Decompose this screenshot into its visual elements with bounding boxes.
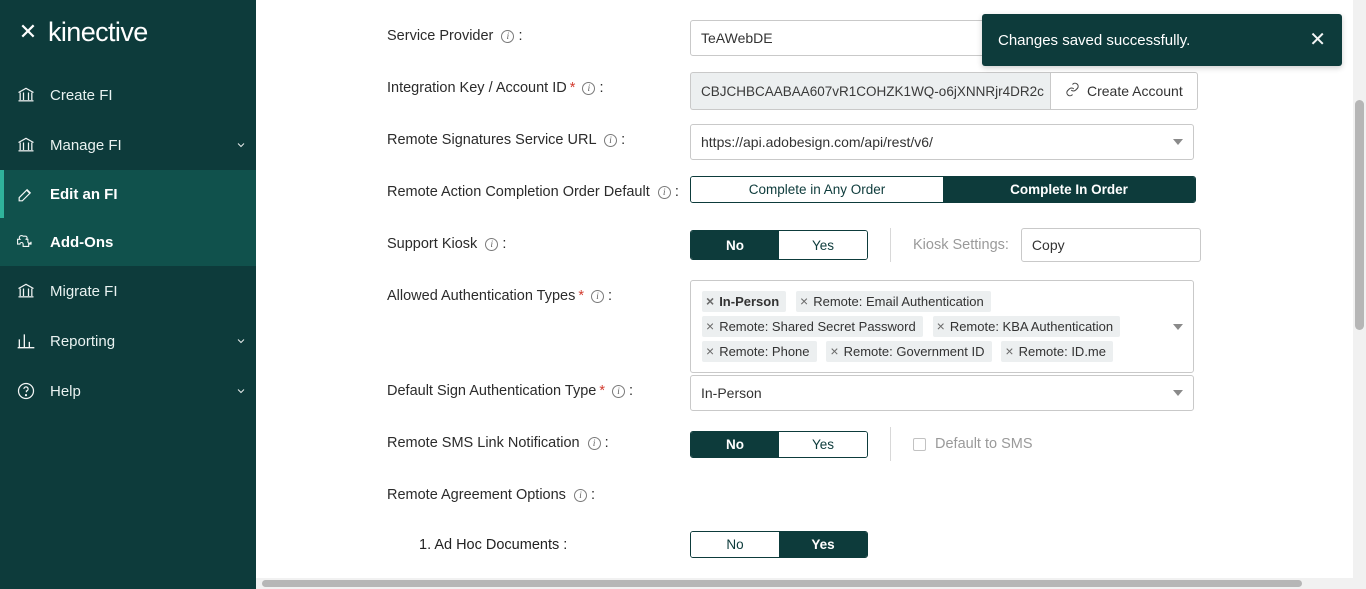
field-label	[256, 477, 690, 505]
default-to-sms-checkbox-row[interactable]	[913, 436, 1033, 452]
field-control	[690, 477, 1346, 479]
toast-message: Changes saved successfully.	[998, 31, 1191, 49]
chip	[796, 291, 991, 312]
scrollbar-thumb[interactable]	[262, 580, 1302, 587]
label-colon: :	[629, 383, 634, 399]
scrollbar-thumb[interactable]	[1355, 100, 1364, 330]
info-icon[interactable]: i	[658, 186, 671, 199]
chevron-down-icon	[1173, 139, 1183, 145]
option-complete-in-order[interactable]: Complete In Order	[943, 177, 1195, 202]
label-text: Service Provider	[387, 28, 494, 44]
field-label	[256, 70, 690, 98]
chip	[702, 291, 786, 312]
chip	[702, 341, 817, 362]
chip	[702, 316, 923, 337]
vertical-scrollbar[interactable]	[1353, 0, 1366, 578]
allowed-auth-types-multiselect[interactable]	[690, 280, 1194, 373]
remote-signatures-url-select[interactable]	[690, 124, 1194, 160]
scrollbar-corner	[1353, 578, 1366, 589]
field-label	[256, 373, 690, 401]
field-label	[256, 18, 690, 46]
support-kiosk-toggle	[690, 230, 868, 260]
option-no[interactable]: No	[691, 231, 779, 259]
chevron-down-icon	[226, 385, 256, 397]
close-icon[interactable]: ✕	[1309, 29, 1326, 51]
option-complete-any-order[interactable]: Complete in Any Order	[691, 177, 943, 202]
label-colon: :	[621, 132, 626, 148]
checkbox-icon[interactable]	[913, 438, 926, 451]
integration-key-input[interactable]: CBJCHBCAABAA607vR1COHZK1WQ-o6jXNNRjr4DR2c	[690, 72, 1050, 110]
sidebar-item-migrate-fi[interactable]	[0, 266, 256, 316]
close-icon[interactable]: ✕	[18, 19, 38, 44]
field-control	[690, 529, 1346, 558]
label-colon: :	[502, 236, 507, 252]
sidebar-item-manage-fi[interactable]	[0, 120, 256, 170]
field-label: 1. Ad Hoc Documents :	[419, 537, 568, 553]
field-allowed-auth-types	[256, 278, 1346, 373]
chevron-down-icon	[1173, 390, 1183, 396]
chip-label: In-Person	[719, 294, 780, 309]
field-label	[256, 278, 690, 306]
support-kiosk-row	[690, 228, 1346, 262]
info-icon[interactable]: i	[604, 134, 617, 147]
selected-value: In-Person	[701, 385, 762, 401]
chip-label: Remote: KBA Authentication	[949, 319, 1114, 334]
selected-value: https://api.adobesign.com/api/rest/v6/	[701, 134, 933, 150]
chip-remove-icon[interactable]: ×	[936, 318, 945, 334]
sidebar-header	[0, 0, 256, 64]
chip-label: Remote: Government ID	[843, 344, 985, 359]
sidebar-item-label: Reporting	[50, 332, 116, 350]
label-text: Remote Signatures Service URL	[387, 132, 596, 148]
label-text: Remote SMS Link Notification	[387, 435, 580, 451]
sidebar-item-create-fi[interactable]	[0, 70, 256, 120]
brand-logo: kinective	[48, 16, 148, 47]
chip-remove-icon[interactable]: ×	[706, 293, 715, 309]
pencil-icon	[16, 182, 50, 206]
chevron-down-icon	[226, 139, 256, 151]
required-marker: *	[569, 80, 576, 96]
chevron-down-icon	[226, 335, 256, 347]
kiosk-settings-select[interactable]	[1021, 228, 1201, 262]
option-yes[interactable]: Yes	[779, 532, 867, 557]
chip-label: Remote: ID.me	[1018, 344, 1106, 359]
link-icon	[1065, 82, 1080, 100]
chip-remove-icon[interactable]: ×	[830, 343, 839, 359]
info-icon[interactable]: i	[591, 290, 604, 303]
field-control	[690, 174, 1346, 203]
create-account-label: Create Account	[1087, 83, 1183, 99]
label-text: Allowed Authentication Types	[387, 288, 576, 304]
remote-action-order-toggle	[690, 176, 1196, 203]
chip-label: Remote: Email Authentication	[813, 294, 984, 309]
chip	[1001, 341, 1113, 362]
label-colon: :	[591, 487, 596, 503]
field-control	[690, 70, 1346, 110]
chip-remove-icon[interactable]: ×	[706, 343, 715, 359]
required-marker: *	[599, 383, 605, 399]
field-remote-agreement-options	[256, 477, 1346, 529]
info-icon[interactable]: i	[501, 30, 514, 43]
info-icon[interactable]: i	[582, 82, 595, 95]
field-remote-sms	[256, 425, 1346, 477]
field-control	[690, 425, 1346, 461]
remote-sms-toggle	[690, 431, 868, 458]
sidebar-item-label: Create FI	[50, 86, 113, 104]
ad-hoc-documents-toggle	[690, 531, 868, 558]
label-text: Support Kiosk	[387, 236, 478, 252]
create-account-button[interactable]	[1050, 72, 1198, 110]
sidebar-item-add-ons[interactable]	[0, 218, 256, 266]
label-text: Integration Key / Account ID	[387, 80, 567, 96]
field-label	[256, 425, 690, 453]
label-colon: :	[518, 28, 523, 44]
info-icon[interactable]: i	[485, 238, 498, 251]
puzzle-icon	[16, 230, 50, 254]
field-label	[256, 226, 690, 254]
label-text: Default Sign Authentication Type	[387, 383, 597, 399]
required-marker: *	[578, 288, 585, 304]
chip-remove-icon[interactable]: ×	[800, 293, 809, 309]
sidebar-item-label: Manage FI	[50, 136, 122, 154]
selected-value: Copy	[1031, 237, 1065, 253]
horizontal-scrollbar[interactable]	[256, 578, 1353, 589]
toast-notification	[982, 14, 1342, 66]
sidebar-item-label: Edit an FI	[50, 185, 118, 203]
option-yes[interactable]: Yes	[779, 432, 867, 457]
field-remote-action-order	[256, 174, 1346, 226]
sidebar-item-help[interactable]	[0, 366, 256, 416]
field-control	[690, 226, 1346, 262]
field-default-sign-auth	[256, 373, 1346, 425]
chevron-down-icon[interactable]	[1173, 324, 1183, 330]
option-no[interactable]: No	[691, 432, 779, 457]
kiosk-settings-label: Kiosk Settings:	[913, 237, 1009, 253]
bar-chart-icon	[16, 329, 50, 353]
main-content	[256, 0, 1366, 589]
sidebar-item-reporting[interactable]	[0, 316, 256, 366]
divider	[890, 228, 891, 262]
bank-icon	[16, 133, 50, 157]
chip-label: Remote: Shared Secret Password	[719, 319, 916, 334]
sidebar-item-label: Migrate FI	[50, 282, 118, 300]
fi-settings-form	[256, 0, 1346, 589]
info-icon[interactable]: i	[574, 489, 587, 502]
sidebar-item-edit-an-fi[interactable]	[0, 170, 256, 218]
default-sign-auth-select[interactable]	[690, 375, 1194, 411]
sidebar-item-label: Add-Ons	[50, 233, 114, 251]
option-yes[interactable]: Yes	[779, 231, 867, 259]
label-text: Remote Action Completion Order Default	[387, 184, 650, 200]
field-label	[256, 122, 690, 150]
field-support-kiosk	[256, 226, 1346, 278]
sidebar-nav	[0, 70, 256, 416]
field-integration-key	[256, 70, 1346, 122]
chip-remove-icon[interactable]: ×	[706, 318, 715, 334]
remote-sms-row	[690, 427, 1346, 461]
info-icon[interactable]: i	[588, 437, 601, 450]
label-text: Remote Agreement Options	[387, 487, 566, 503]
integration-key-group	[690, 72, 1346, 110]
option-no[interactable]: No	[691, 532, 779, 557]
field-control	[690, 278, 1346, 373]
help-circle-icon	[16, 379, 50, 403]
field-label	[256, 174, 690, 202]
bank-icon	[16, 83, 50, 107]
chip	[826, 341, 991, 362]
bank-icon	[16, 279, 50, 303]
field-control	[690, 373, 1346, 411]
chip-remove-icon[interactable]: ×	[1005, 343, 1014, 359]
info-icon[interactable]: i	[612, 385, 625, 398]
label-colon: :	[599, 80, 604, 96]
label-colon: :	[604, 435, 609, 451]
field-remote-signatures-url	[256, 122, 1346, 174]
field-control	[690, 122, 1346, 160]
sidebar	[0, 0, 256, 589]
field-ad-hoc-documents	[256, 529, 1346, 581]
default-to-sms-label: Default to SMS	[935, 436, 1033, 452]
label-colon: :	[674, 184, 679, 200]
sidebar-item-label: Help	[50, 382, 81, 400]
chip	[933, 316, 1121, 337]
chip-label: Remote: Phone	[719, 344, 810, 359]
divider	[890, 427, 891, 461]
label-colon: :	[608, 288, 613, 304]
